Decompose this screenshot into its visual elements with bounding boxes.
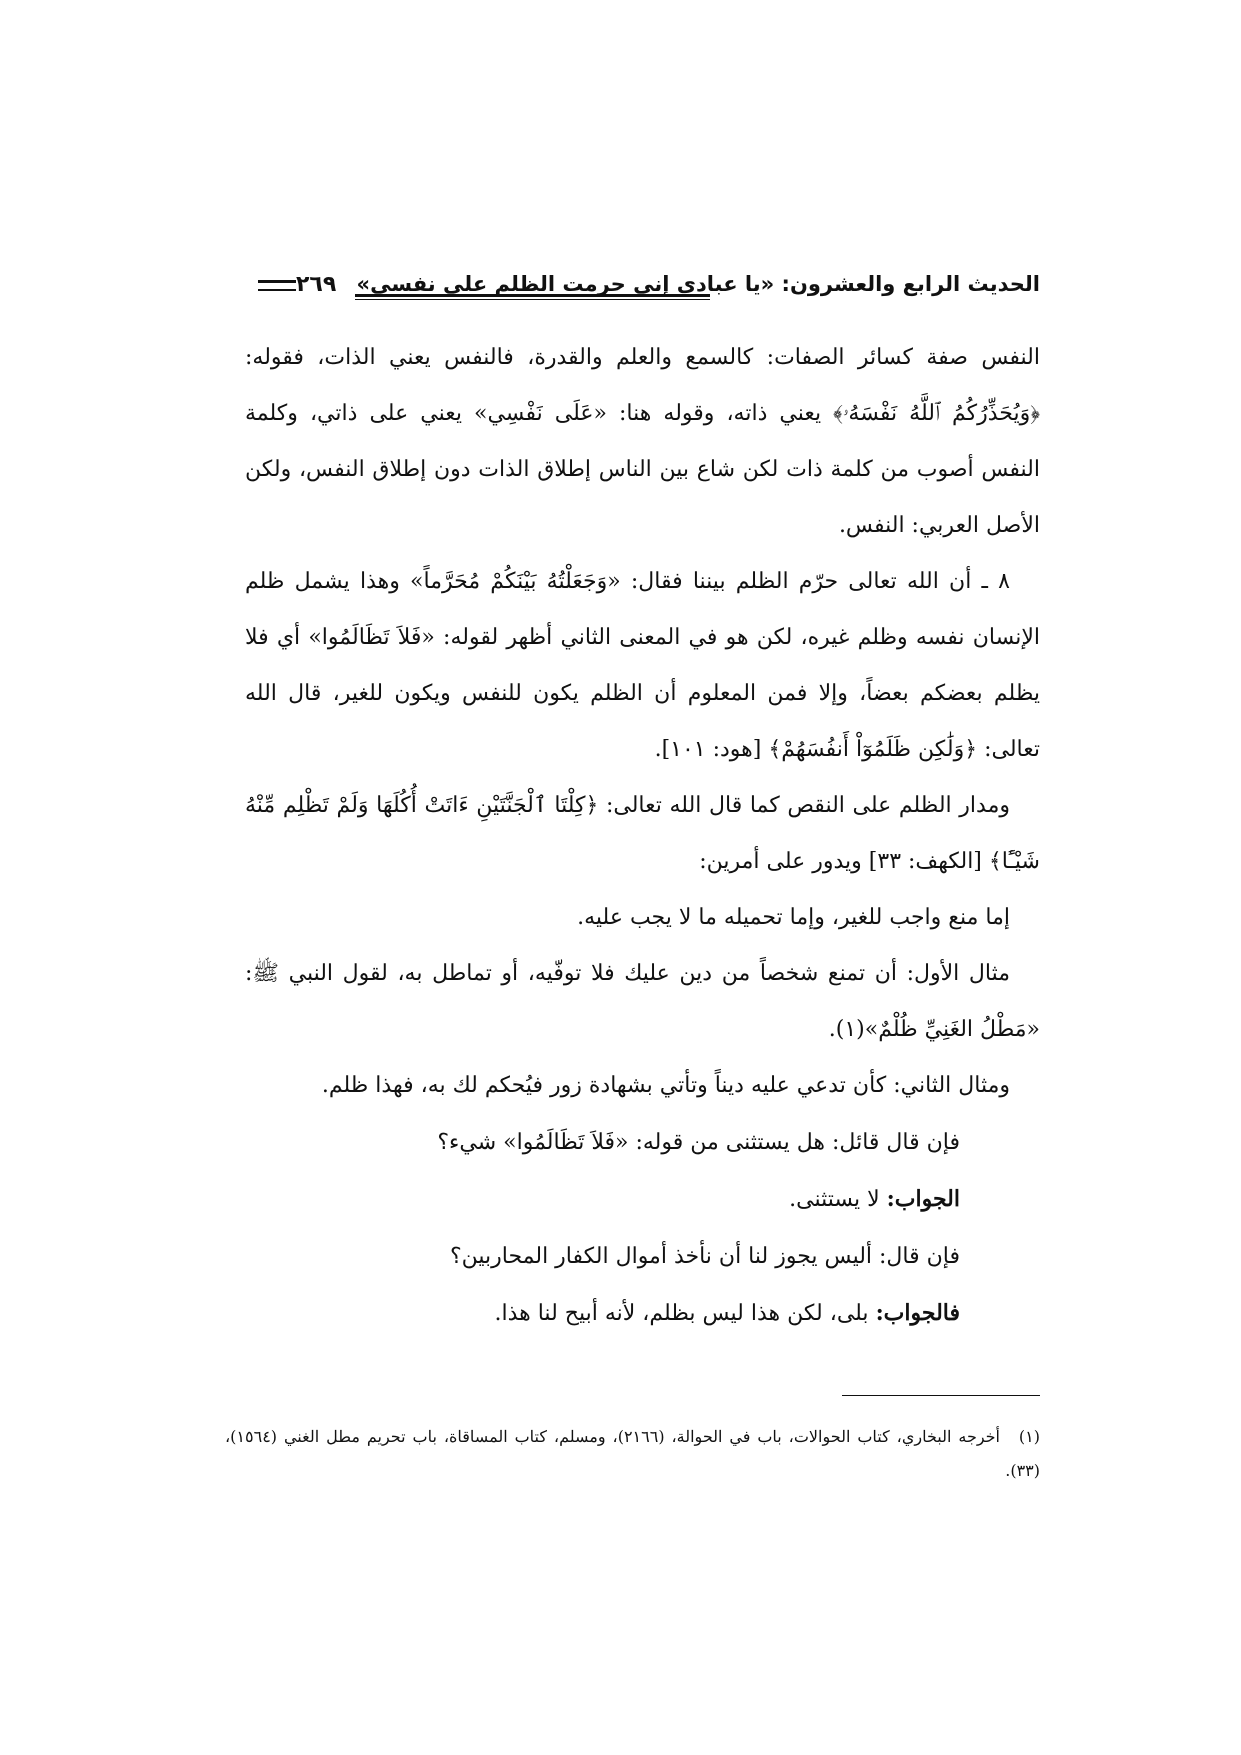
qa-answer <box>245 1285 1040 1342</box>
page-number <box>250 272 336 297</box>
paragraph: ومدار الظلم على النقص كما قال الله تعالى: ﴿كِلْتَا ٱلْجَنَّتَيْنِ ءَاتَتْ أُكُلَهَا وَلَمْ تَظْلِم مِّنْهُ شَيْـًٔا﴾ [الكهف: ٣٣] ويدور على أمرين: <box>245 793 1040 874</box>
qa-answer <box>245 1171 1040 1228</box>
paragraph: النفس صفة كسائر الصفات: كالسمع والعلم والقدرة، فالنفس يعني الذات، فقوله: ﴿وَيُحَذِّرُكُمُ ٱللَّهُ نَفْسَهُۥ﴾ يعني ذاته، وقوله هنا: «عَلَى نَفْسِي» يعني على ذاتي، وكلمة النفس أصوب من كلمة ذات لكن شاع بين الناس إطلاق الذات دون إطلاق النفس، ولكن الأصل العربي: النفس. <box>245 345 1040 538</box>
qa-question <box>245 1114 1040 1171</box>
main-text <box>245 330 1040 1342</box>
footnote <box>225 1420 1040 1488</box>
qa-label: فالجواب: <box>875 1300 960 1326</box>
qa-label: الجواب: <box>886 1186 960 1212</box>
paragraph: ٨ ـ أن الله تعالى حرّم الظلم بيننا فقال: «وَجَعَلْتُهُ بَيْنَكُمْ مُحَرَّماً» وهذا يشمل ظلم الإنسان نفسه وظلم غيره، لكن هو في المعنى الثاني أظهر لقوله: «فَلاَ تَظَالَمُوا» أي فلا يظلم بعضكم بعضاً، وإلا فمن المعلوم أن الظلم يكون للنفس ويكون للغير، قال الله تعالى: ﴿وَلَٰكِن ظَلَمُوٓاْ أَنفُسَهُمْ﴾ [هود: ١٠١]. <box>245 569 1040 762</box>
qa-question <box>245 1228 1040 1285</box>
paragraph: إما منع واجب للغير، وإما تحميله ما لا يجب عليه. <box>577 905 1010 930</box>
qa-text: لا يستثنى. <box>789 1187 880 1212</box>
qa-text: فإن قال: أليس يجوز لنا أن نأخذ أموال الكفار المحاربين؟ <box>449 1244 960 1269</box>
page-number-text: ٢٦٩ <box>296 272 337 297</box>
footnotes <box>225 1420 1040 1488</box>
qa-text: فإن قال قائل: هل يستثنى من قوله: «فَلاَ تَظَالَمُوا» شيء؟ <box>437 1130 960 1155</box>
footnote-text: أخرجه البخاري، كتاب الحوالات، باب في الحوالة، (٢١٦٦)، ومسلم، كتاب المساقاة، باب تحريم مطل الغني (١٥٦٤)، (٣٣). <box>225 1427 1040 1480</box>
paragraph: ومثال الثاني: كأن تدعي عليه ديناً وتأتي بشهادة زور فيُحكم لك به، فهذا ظلم. <box>321 1073 1010 1098</box>
running-header <box>250 272 1040 312</box>
paragraph: مثال الأول: أن تمنع شخصاً من دين عليك فلا توفّيه، أو تماطل به، لقول النبي ﷺ: «مَطْلُ الغَنِيِّ ظُلْمٌ»(١). <box>245 961 1040 1042</box>
footnote-separator <box>842 1395 1040 1396</box>
chapter-title: الحديث الرابع والعشرون: «يا عبادي إني حرمت الظلم على نفسي» <box>356 272 1040 296</box>
qa-text: بلى، لكن هذا ليس بظلم، لأنه أبيح لنا هذا. <box>494 1301 869 1326</box>
page-number-mark <box>258 280 296 291</box>
header-rule <box>355 294 710 300</box>
footnote-number: (١) <box>1018 1427 1040 1446</box>
